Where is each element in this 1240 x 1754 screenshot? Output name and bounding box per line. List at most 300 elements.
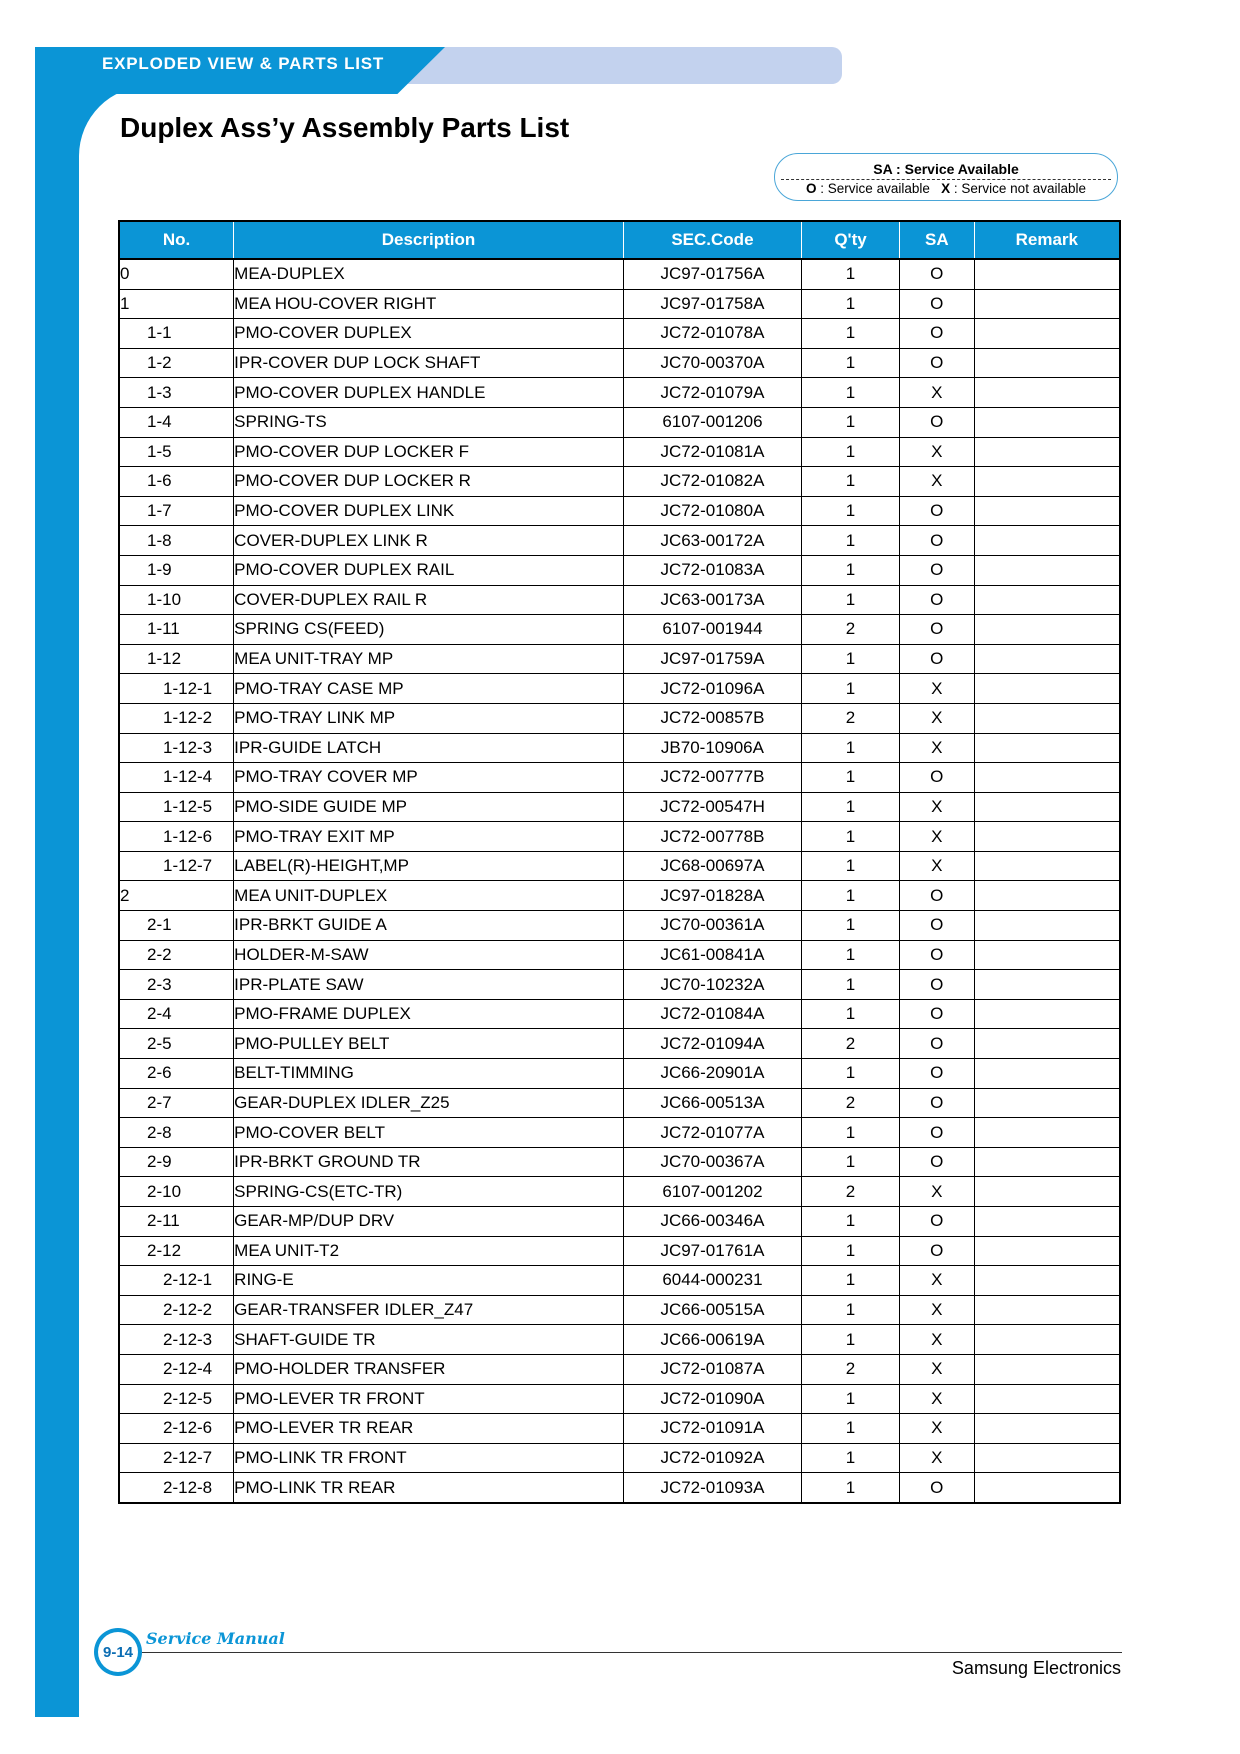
cell-no: 2-2	[119, 940, 234, 970]
cell-qty: 1	[802, 378, 900, 408]
table-row	[119, 1207, 1120, 1237]
cell-no: 2-7	[119, 1088, 234, 1118]
cell-description: PMO-PULLEY BELT	[234, 1029, 624, 1059]
cell-sec-code: JC70-00367A	[623, 1147, 801, 1177]
table-row	[119, 881, 1120, 911]
cell-sa: O	[900, 1088, 975, 1118]
cell-description: PMO-TRAY EXIT MP	[234, 822, 624, 852]
cell-qty: 1	[802, 437, 900, 467]
cell-description: PMO-COVER DUPLEX HANDLE	[234, 378, 624, 408]
cell-remark	[974, 496, 1120, 526]
cell-description: MEA UNIT-DUPLEX	[234, 881, 624, 911]
cell-sa: X	[900, 1354, 975, 1384]
cell-qty: 2	[802, 1029, 900, 1059]
cell-sec-code: JC72-01078A	[623, 319, 801, 349]
cell-remark	[974, 792, 1120, 822]
cell-description: PMO-TRAY COVER MP	[234, 763, 624, 793]
cell-no: 1-12-1	[119, 674, 234, 704]
cell-sa: O	[900, 1147, 975, 1177]
legend-o-text: : Service available	[820, 181, 930, 196]
cell-remark	[974, 1118, 1120, 1148]
table-row	[119, 526, 1120, 556]
cell-sec-code: JC72-01079A	[623, 378, 801, 408]
cell-no: 1-2	[119, 348, 234, 378]
cell-sa: O	[900, 881, 975, 911]
cell-sec-code: JC97-01761A	[623, 1236, 801, 1266]
cell-qty: 1	[802, 1295, 900, 1325]
table-row	[119, 733, 1120, 763]
cell-qty: 1	[802, 259, 900, 289]
cell-no: 1-11	[119, 615, 234, 645]
header-banner-light	[400, 47, 842, 84]
cell-sec-code: 6044-000231	[623, 1266, 801, 1296]
cell-sec-code: JC66-20901A	[623, 1059, 801, 1089]
table-row	[119, 999, 1120, 1029]
table-row	[119, 970, 1120, 1000]
cell-remark	[974, 1147, 1120, 1177]
cell-description: PMO-LINK TR REAR	[234, 1473, 624, 1503]
cell-sec-code: 6107-001202	[623, 1177, 801, 1207]
table-row	[119, 437, 1120, 467]
cell-description: MEA-DUPLEX	[234, 259, 624, 289]
cell-qty: 1	[802, 970, 900, 1000]
legend-title: SA : Service Available	[873, 161, 1019, 177]
cell-remark	[974, 703, 1120, 733]
cell-no: 1-12	[119, 644, 234, 674]
cell-remark	[974, 1325, 1120, 1355]
cell-no: 1-1	[119, 319, 234, 349]
cell-no: 1-10	[119, 585, 234, 615]
cell-sa: X	[900, 437, 975, 467]
table-row	[119, 1354, 1120, 1384]
cell-description: PMO-SIDE GUIDE MP	[234, 792, 624, 822]
cell-sa: O	[900, 348, 975, 378]
col-header-description: Description	[234, 221, 624, 259]
cell-remark	[974, 1443, 1120, 1473]
cell-sec-code: JC97-01828A	[623, 881, 801, 911]
cell-no: 1	[119, 289, 234, 319]
page-number: 9-14	[98, 1632, 138, 1672]
cell-no: 2-12-4	[119, 1354, 234, 1384]
footer-rule	[142, 1652, 1122, 1653]
cell-sa: O	[900, 999, 975, 1029]
cell-description: PMO-COVER DUPLEX LINK	[234, 496, 624, 526]
cell-no: 2-12-5	[119, 1384, 234, 1414]
col-header-sec-code: SEC.Code	[623, 221, 801, 259]
cell-qty: 1	[802, 585, 900, 615]
cell-no: 2-12-3	[119, 1325, 234, 1355]
cell-remark	[974, 1177, 1120, 1207]
cell-qty: 1	[802, 792, 900, 822]
cell-description: IPR-COVER DUP LOCK SHAFT	[234, 348, 624, 378]
cell-sec-code: 6107-001206	[623, 407, 801, 437]
cell-description: SHAFT-GUIDE TR	[234, 1325, 624, 1355]
table-row	[119, 407, 1120, 437]
cell-sa: X	[900, 1177, 975, 1207]
cell-description: COVER-DUPLEX RAIL R	[234, 585, 624, 615]
cell-description: PMO-COVER DUPLEX	[234, 319, 624, 349]
table-row	[119, 1266, 1120, 1296]
cell-description: GEAR-TRANSFER IDLER_Z47	[234, 1295, 624, 1325]
cell-no: 2-12-2	[119, 1295, 234, 1325]
table-row	[119, 911, 1120, 941]
cell-description: PMO-COVER DUP LOCKER R	[234, 467, 624, 497]
cell-qty: 1	[802, 822, 900, 852]
cell-sa: O	[900, 496, 975, 526]
cell-remark	[974, 259, 1120, 289]
cell-qty: 1	[802, 1207, 900, 1237]
cell-qty: 1	[802, 1414, 900, 1444]
cell-no: 1-7	[119, 496, 234, 526]
cell-description: IPR-BRKT GUIDE A	[234, 911, 624, 941]
cell-sa: O	[900, 1059, 975, 1089]
cell-sa: X	[900, 703, 975, 733]
cell-remark	[974, 407, 1120, 437]
cell-remark	[974, 555, 1120, 585]
cell-sec-code: JC72-00857B	[623, 703, 801, 733]
cell-remark	[974, 615, 1120, 645]
cell-no: 1-5	[119, 437, 234, 467]
cell-no: 2	[119, 881, 234, 911]
cell-description: GEAR-MP/DUP DRV	[234, 1207, 624, 1237]
cell-remark	[974, 585, 1120, 615]
table-header-row	[119, 221, 1120, 259]
table-row	[119, 1059, 1120, 1089]
cell-sa: O	[900, 1029, 975, 1059]
cell-no: 1-6	[119, 467, 234, 497]
cell-sa: O	[900, 970, 975, 1000]
table-row	[119, 319, 1120, 349]
cell-qty: 1	[802, 1118, 900, 1148]
table-row	[119, 1384, 1120, 1414]
cell-remark	[974, 1088, 1120, 1118]
service-manual-label: Service Manual	[146, 1629, 285, 1648]
legend-x-text: : Service not available	[953, 181, 1086, 196]
cell-sec-code: JC72-01077A	[623, 1118, 801, 1148]
cell-remark	[974, 289, 1120, 319]
table-row	[119, 289, 1120, 319]
cell-remark	[974, 999, 1120, 1029]
cell-no: 2-9	[119, 1147, 234, 1177]
cell-remark	[974, 822, 1120, 852]
cell-sec-code: JC72-01084A	[623, 999, 801, 1029]
cell-sa: O	[900, 1236, 975, 1266]
cell-sec-code: JC97-01756A	[623, 259, 801, 289]
cell-no: 1-12-3	[119, 733, 234, 763]
cell-qty: 1	[802, 1443, 900, 1473]
cell-remark	[974, 467, 1120, 497]
cell-sa: O	[900, 911, 975, 941]
cell-sec-code: JC66-00515A	[623, 1295, 801, 1325]
cell-sa: X	[900, 733, 975, 763]
cell-sa: X	[900, 1414, 975, 1444]
cell-qty: 1	[802, 999, 900, 1029]
cell-no: 0	[119, 259, 234, 289]
table-row	[119, 940, 1120, 970]
cell-description: MEA UNIT-TRAY MP	[234, 644, 624, 674]
table-row	[119, 792, 1120, 822]
parts-table-body	[119, 259, 1120, 1503]
table-row	[119, 1147, 1120, 1177]
cell-qty: 1	[802, 407, 900, 437]
cell-description: MEA HOU-COVER RIGHT	[234, 289, 624, 319]
table-row	[119, 615, 1120, 645]
cell-description: COVER-DUPLEX LINK R	[234, 526, 624, 556]
cell-qty: 1	[802, 911, 900, 941]
cell-remark	[974, 1384, 1120, 1414]
cell-sa: X	[900, 792, 975, 822]
cell-remark	[974, 1295, 1120, 1325]
cell-no: 1-12-5	[119, 792, 234, 822]
table-row	[119, 1325, 1120, 1355]
cell-description: SPRING-CS(ETC-TR)	[234, 1177, 624, 1207]
cell-sec-code: JC68-00697A	[623, 851, 801, 881]
cell-sec-code: JC72-01082A	[623, 467, 801, 497]
cell-sa: X	[900, 1295, 975, 1325]
cell-sec-code: JC72-01094A	[623, 1029, 801, 1059]
cell-sec-code: JC66-00513A	[623, 1088, 801, 1118]
cell-sec-code: JC72-00778B	[623, 822, 801, 852]
cell-remark	[974, 1236, 1120, 1266]
cell-description: IPR-PLATE SAW	[234, 970, 624, 1000]
table-row	[119, 259, 1120, 289]
cell-sa: O	[900, 259, 975, 289]
cell-sec-code: JC72-01090A	[623, 1384, 801, 1414]
cell-qty: 2	[802, 703, 900, 733]
cell-description: MEA UNIT-T2	[234, 1236, 624, 1266]
left-accent-bar	[35, 47, 79, 1717]
cell-no: 1-8	[119, 526, 234, 556]
col-header-no: No.	[119, 221, 234, 259]
cell-sec-code: JC72-00547H	[623, 792, 801, 822]
cell-no: 2-12-7	[119, 1443, 234, 1473]
cell-description: RING-E	[234, 1266, 624, 1296]
table-row	[119, 348, 1120, 378]
cell-description: PMO-TRAY CASE MP	[234, 674, 624, 704]
cell-qty: 1	[802, 1236, 900, 1266]
cell-no: 1-12-7	[119, 851, 234, 881]
sa-legend	[774, 153, 1118, 201]
cell-sa: O	[900, 763, 975, 793]
cell-remark	[974, 319, 1120, 349]
cell-remark	[974, 940, 1120, 970]
cell-sec-code: JC72-01080A	[623, 496, 801, 526]
cell-description: PMO-FRAME DUPLEX	[234, 999, 624, 1029]
cell-sa: O	[900, 526, 975, 556]
table-row	[119, 467, 1120, 497]
cell-qty: 1	[802, 1147, 900, 1177]
col-header-qty: Q'ty	[802, 221, 900, 259]
cell-qty: 1	[802, 319, 900, 349]
cell-no: 2-1	[119, 911, 234, 941]
cell-remark	[974, 1207, 1120, 1237]
cell-description: PMO-HOLDER TRANSFER	[234, 1354, 624, 1384]
cell-sa: X	[900, 851, 975, 881]
cell-remark	[974, 674, 1120, 704]
table-row	[119, 763, 1120, 793]
cell-qty: 1	[802, 555, 900, 585]
cell-qty: 1	[802, 851, 900, 881]
cell-remark	[974, 851, 1120, 881]
cell-sec-code: JC72-01092A	[623, 1443, 801, 1473]
cell-sa: X	[900, 1443, 975, 1473]
cell-remark	[974, 1354, 1120, 1384]
cell-sec-code: JC63-00173A	[623, 585, 801, 615]
table-row	[119, 1029, 1120, 1059]
cell-no: 2-10	[119, 1177, 234, 1207]
table-row	[119, 1473, 1120, 1503]
cell-qty: 1	[802, 674, 900, 704]
cell-remark	[974, 437, 1120, 467]
cell-no: 2-12-1	[119, 1266, 234, 1296]
cell-sec-code: JC63-00172A	[623, 526, 801, 556]
cell-no: 1-9	[119, 555, 234, 585]
table-row	[119, 1177, 1120, 1207]
table-row	[119, 1118, 1120, 1148]
cell-sa: X	[900, 822, 975, 852]
cell-qty: 2	[802, 1177, 900, 1207]
cell-description: PMO-LEVER TR REAR	[234, 1414, 624, 1444]
cell-sa: O	[900, 555, 975, 585]
cell-description: PMO-COVER DUPLEX RAIL	[234, 555, 624, 585]
table-row	[119, 1295, 1120, 1325]
cell-description: IPR-BRKT GROUND TR	[234, 1147, 624, 1177]
cell-description: GEAR-DUPLEX IDLER_Z25	[234, 1088, 624, 1118]
cell-remark	[974, 1414, 1120, 1444]
cell-description: SPRING-TS	[234, 407, 624, 437]
cell-qty: 1	[802, 467, 900, 497]
cell-sec-code: JC72-01093A	[623, 1473, 801, 1503]
cell-qty: 1	[802, 348, 900, 378]
cell-qty: 1	[802, 763, 900, 793]
cell-sa: O	[900, 1118, 975, 1148]
cell-qty: 1	[802, 940, 900, 970]
cell-description: PMO-COVER DUP LOCKER F	[234, 437, 624, 467]
cell-no: 2-4	[119, 999, 234, 1029]
parts-table	[118, 220, 1121, 1504]
legend-keys	[775, 181, 1117, 196]
cell-sec-code: JC66-00346A	[623, 1207, 801, 1237]
cell-sa: O	[900, 644, 975, 674]
cell-no: 2-11	[119, 1207, 234, 1237]
cell-no: 1-12-6	[119, 822, 234, 852]
cell-sec-code: JB70-10906A	[623, 733, 801, 763]
cell-sec-code: JC72-01096A	[623, 674, 801, 704]
cell-qty: 1	[802, 289, 900, 319]
cell-description: HOLDER-M-SAW	[234, 940, 624, 970]
cell-description: BELT-TIMMING	[234, 1059, 624, 1089]
cell-description: LABEL(R)-HEIGHT,MP	[234, 851, 624, 881]
cell-sec-code: JC61-00841A	[623, 940, 801, 970]
col-header-remark: Remark	[974, 221, 1120, 259]
table-row	[119, 1414, 1120, 1444]
cell-sa: X	[900, 674, 975, 704]
legend-x-key: X	[941, 181, 951, 196]
cell-no: 2-8	[119, 1118, 234, 1148]
table-row	[119, 851, 1120, 881]
table-row	[119, 674, 1120, 704]
cell-no: 1-12-2	[119, 703, 234, 733]
table-row	[119, 1443, 1120, 1473]
cell-remark	[974, 881, 1120, 911]
cell-description: PMO-COVER BELT	[234, 1118, 624, 1148]
table-row	[119, 1236, 1120, 1266]
cell-sa: O	[900, 615, 975, 645]
table-row	[119, 644, 1120, 674]
cell-description: PMO-LINK TR FRONT	[234, 1443, 624, 1473]
cell-remark	[974, 1266, 1120, 1296]
cell-qty: 1	[802, 496, 900, 526]
cell-qty: 1	[802, 526, 900, 556]
page-title: Duplex Ass’y Assembly Parts List	[120, 112, 570, 143]
cell-no: 1-4	[119, 407, 234, 437]
cell-remark	[974, 733, 1120, 763]
cell-sa: X	[900, 467, 975, 497]
cell-sec-code: JC97-01758A	[623, 289, 801, 319]
cell-no: 2-12-6	[119, 1414, 234, 1444]
cell-sa: X	[900, 1266, 975, 1296]
cell-qty: 1	[802, 1266, 900, 1296]
page-number-badge	[94, 1628, 142, 1676]
cell-no: 2-5	[119, 1029, 234, 1059]
cell-qty: 1	[802, 1059, 900, 1089]
cell-description: PMO-LEVER TR FRONT	[234, 1384, 624, 1414]
cell-sec-code: JC72-01091A	[623, 1414, 801, 1444]
cell-remark	[974, 970, 1120, 1000]
cell-remark	[974, 348, 1120, 378]
cell-sec-code: JC66-00619A	[623, 1325, 801, 1355]
cell-sec-code: JC72-01081A	[623, 437, 801, 467]
cell-qty: 2	[802, 1354, 900, 1384]
cell-sa: X	[900, 1384, 975, 1414]
cell-no: 1-12-4	[119, 763, 234, 793]
cell-sec-code: JC72-01083A	[623, 555, 801, 585]
cell-sa: X	[900, 1325, 975, 1355]
cell-qty: 1	[802, 1384, 900, 1414]
cell-sa: O	[900, 585, 975, 615]
cell-qty: 2	[802, 1088, 900, 1118]
cell-no: 2-3	[119, 970, 234, 1000]
cell-sa: O	[900, 940, 975, 970]
cell-sec-code: JC70-10232A	[623, 970, 801, 1000]
table-row	[119, 822, 1120, 852]
cell-no: 1-3	[119, 378, 234, 408]
cell-sa: O	[900, 289, 975, 319]
cell-qty: 1	[802, 1473, 900, 1503]
cell-qty: 1	[802, 1325, 900, 1355]
table-row	[119, 555, 1120, 585]
cell-sa: O	[900, 1207, 975, 1237]
cell-no: 2-12	[119, 1236, 234, 1266]
cell-remark	[974, 1029, 1120, 1059]
cell-remark	[974, 526, 1120, 556]
cell-sa: O	[900, 319, 975, 349]
cell-sa: X	[900, 378, 975, 408]
legend-o-key: O	[806, 181, 817, 196]
col-header-sa: SA	[900, 221, 975, 259]
cell-qty: 1	[802, 733, 900, 763]
table-row	[119, 496, 1120, 526]
cell-description: IPR-GUIDE LATCH	[234, 733, 624, 763]
cell-remark	[974, 378, 1120, 408]
cell-no: 2-6	[119, 1059, 234, 1089]
cell-remark	[974, 1059, 1120, 1089]
cell-qty: 1	[802, 881, 900, 911]
cell-sec-code: 6107-001944	[623, 615, 801, 645]
cell-remark	[974, 644, 1120, 674]
company-name: Samsung Electronics	[951, 1658, 1121, 1678]
cell-qty: 1	[802, 644, 900, 674]
